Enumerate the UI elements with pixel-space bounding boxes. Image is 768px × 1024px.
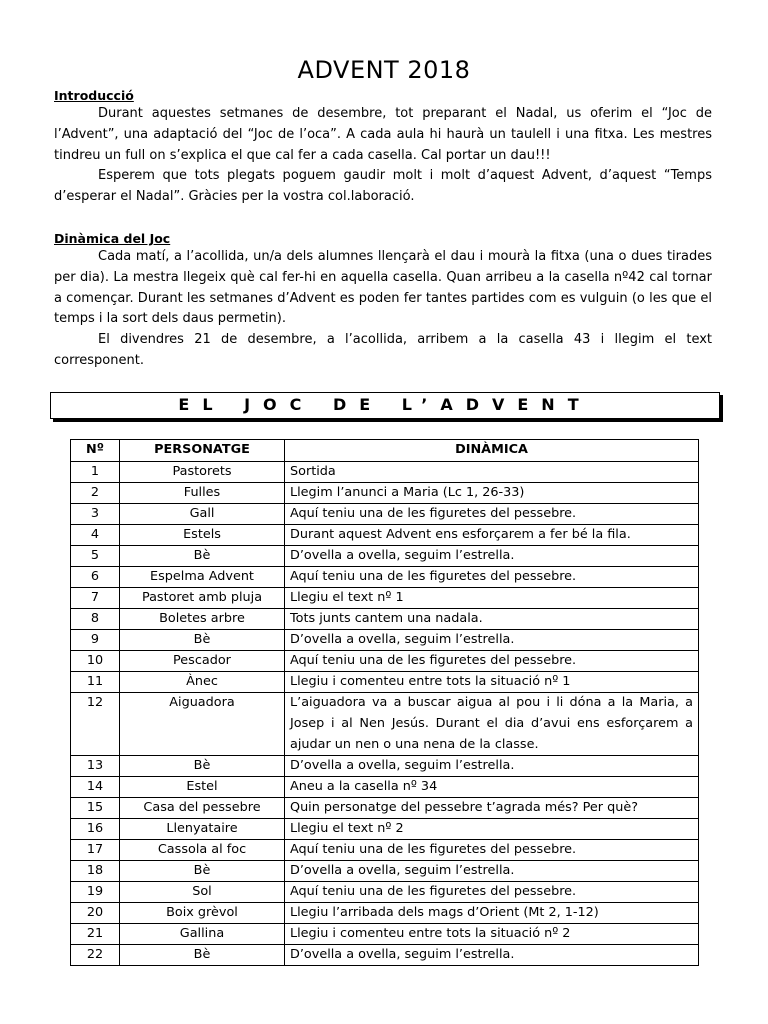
cell-dynamic: Aquí teniu una de les figuretes del pessebre. [285, 504, 699, 525]
game-table [70, 439, 699, 966]
cell-number: 3 [71, 504, 120, 525]
cell-dynamic: Llegim l’anunci a Maria (Lc 1, 26-33) [285, 483, 699, 504]
cell-dynamic: Tots junts cantem una nadala. [285, 609, 699, 630]
cell-character: Sol [120, 882, 285, 903]
cell-dynamic: Durant aquest Advent ens esforçarem a fer bé la fila. [285, 525, 699, 546]
table-header-row [71, 440, 699, 462]
cell-number: 11 [71, 672, 120, 693]
cell-character: Bè [120, 546, 285, 567]
cell-number: 20 [71, 903, 120, 924]
header-dynamic: DINÀMICA [285, 440, 699, 462]
cell-character: Casa del pessebre [120, 798, 285, 819]
table-row [71, 945, 699, 966]
cell-character: Bè [120, 756, 285, 777]
cell-dynamic: Sortida [285, 462, 699, 483]
table-row [71, 504, 699, 525]
cell-character: Bè [120, 630, 285, 651]
cell-character: Bè [120, 945, 285, 966]
cell-character: Gall [120, 504, 285, 525]
cell-character: Estel [120, 777, 285, 798]
intro-section [54, 104, 712, 208]
cell-dynamic: Llegiu i comenteu entre tots la situació nº 2 [285, 924, 699, 945]
intro-heading: Introducció [54, 88, 134, 103]
page-title: ADVENT 2018 [297, 56, 471, 84]
intro-paragraph-2: Esperem que tots plegats poguem gaudir molt i molt d’aquest Advent, d’aquest “Temps d’esperar el Nadal”. Gràcies per la vostra col.laboració. [54, 168, 712, 205]
dynamics-heading: Dinàmica del Joc [54, 231, 171, 246]
cell-number: 4 [71, 525, 120, 546]
cell-dynamic: Llegiu l’arribada dels mags d’Orient (Mt 2, 1-12) [285, 903, 699, 924]
table-row [71, 840, 699, 861]
cell-dynamic: D’ovella a ovella, seguim l’estrella. [285, 861, 699, 882]
cell-dynamic: D’ovella a ovella, seguim l’estrella. [285, 630, 699, 651]
cell-number: 14 [71, 777, 120, 798]
table-row [71, 483, 699, 504]
table-row [71, 777, 699, 798]
cell-number: 22 [71, 945, 120, 966]
cell-character: Aiguadora [120, 693, 285, 756]
cell-dynamic: Aquí teniu una de les figuretes del pessebre. [285, 567, 699, 588]
cell-character: Boletes arbre [120, 609, 285, 630]
table-row [71, 651, 699, 672]
cell-dynamic: Aquí teniu una de les figuretes del pessebre. [285, 882, 699, 903]
table-row [71, 672, 699, 693]
dynamics-section [54, 247, 712, 372]
cell-character: Llenyataire [120, 819, 285, 840]
table-row [71, 798, 699, 819]
cell-number: 8 [71, 609, 120, 630]
table-row [71, 525, 699, 546]
cell-number: 2 [71, 483, 120, 504]
cell-dynamic: D’ovella a ovella, seguim l’estrella. [285, 945, 699, 966]
cell-dynamic: L’aiguadora va a buscar aigua al pou i li dóna a la Maria, a Josep i al Nen Jesús. Durant el dia d’avui ens esforçarem a ajudar un nen o una nena de la classe. [285, 693, 699, 756]
game-banner: EL JOC DE L’ADVENT [50, 392, 720, 419]
cell-number: 9 [71, 630, 120, 651]
cell-dynamic: Llegiu el text nº 2 [285, 819, 699, 840]
table-row [71, 903, 699, 924]
table-row [71, 882, 699, 903]
cell-number: 10 [71, 651, 120, 672]
cell-dynamic: Aquí teniu una de les figuretes del pessebre. [285, 840, 699, 861]
cell-number: 19 [71, 882, 120, 903]
cell-character: Ànec [120, 672, 285, 693]
cell-number: 16 [71, 819, 120, 840]
table-row [71, 462, 699, 483]
cell-dynamic: D’ovella a ovella, seguim l’estrella. [285, 756, 699, 777]
cell-character: Fulles [120, 483, 285, 504]
cell-character: Estels [120, 525, 285, 546]
table-body [71, 462, 699, 966]
intro-paragraph-1: Durant aquestes setmanes de desembre, tot preparant el Nadal, us oferim el “Joc de l’Advent”, una adaptació del “Joc de l’oca”. A cada aula hi haurà un taulell i una fitxa. Les mestres tindreu un full on s’explica el que cal fer a cada casella. Cal portar un dau!!! [54, 106, 712, 163]
cell-number: 18 [71, 861, 120, 882]
cell-number: 5 [71, 546, 120, 567]
cell-dynamic: Aneu a la casella nº 34 [285, 777, 699, 798]
cell-dynamic: Llegiu el text nº 1 [285, 588, 699, 609]
cell-number: 12 [71, 693, 120, 756]
table-row [71, 819, 699, 840]
table-row [71, 756, 699, 777]
table-row [71, 630, 699, 651]
header-character: PERSONATGE [120, 440, 285, 462]
cell-number: 1 [71, 462, 120, 483]
table-row [71, 567, 699, 588]
cell-dynamic: Llegiu i comenteu entre tots la situació nº 1 [285, 672, 699, 693]
cell-dynamic: Quin personatge del pessebre t’agrada més? Per què? [285, 798, 699, 819]
cell-dynamic: D’ovella a ovella, seguim l’estrella. [285, 546, 699, 567]
cell-number: 7 [71, 588, 120, 609]
cell-number: 15 [71, 798, 120, 819]
cell-dynamic: Aquí teniu una de les figuretes del pessebre. [285, 651, 699, 672]
dynamics-paragraph-2: El divendres 21 de desembre, a l’acollida, arribem a la casella 43 i llegim el text corresponent. [54, 332, 712, 368]
table-row [71, 693, 699, 756]
cell-number: 17 [71, 840, 120, 861]
cell-character: Bè [120, 861, 285, 882]
dynamics-paragraph-1: Cada matí, a l’acollida, un/a dels alumnes llençarà el dau i mourà la fitxa (una o dues tirades per dia). La mestra llegeix què cal fer-hi en aquella casella. Quan arribeu a la casella nº42 cal tornar a començar. Durant les setmanes d’Advent es poden fer tantes partides com es vulguin (o les que el temps i la sort dels daus permetin). [54, 249, 712, 327]
table-row [71, 546, 699, 567]
header-number: Nº [71, 440, 120, 462]
table-row [71, 924, 699, 945]
cell-character: Pescador [120, 651, 285, 672]
cell-character: Boix grèvol [120, 903, 285, 924]
table-row [71, 861, 699, 882]
cell-number: 6 [71, 567, 120, 588]
cell-character: Espelma Advent [120, 567, 285, 588]
cell-character: Pastoret amb pluja [120, 588, 285, 609]
table-row [71, 609, 699, 630]
cell-number: 13 [71, 756, 120, 777]
cell-character: Cassola al foc [120, 840, 285, 861]
table-row [71, 588, 699, 609]
cell-number: 21 [71, 924, 120, 945]
cell-character: Pastorets [120, 462, 285, 483]
cell-character: Gallina [120, 924, 285, 945]
